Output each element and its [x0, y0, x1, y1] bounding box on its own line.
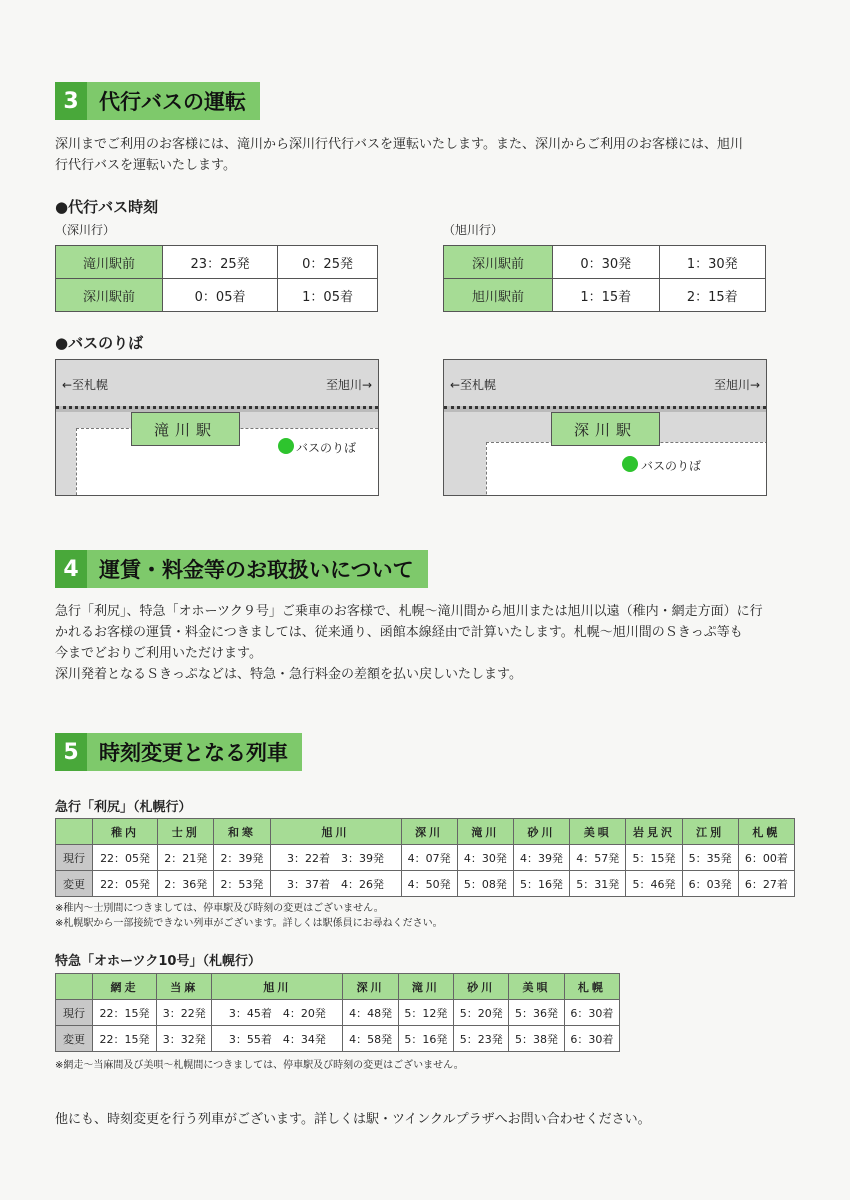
section-4-body — [55, 601, 800, 685]
station-header: 当麻 — [157, 974, 212, 1000]
timetable-corner — [56, 974, 93, 1000]
section-5-title: 時刻変更となる列車 — [99, 741, 288, 765]
time-cell: 5：16発 — [513, 871, 569, 897]
time-cell: 5：23発 — [454, 1026, 509, 1052]
time-cell: 2：21発 — [158, 845, 214, 871]
footer-note: 他にも、時刻変更を行う列車がございます。詳しくは駅・ツインクルプラザへお問い合わせください。 — [55, 1112, 651, 1127]
station-header: 網走 — [93, 974, 157, 1000]
station-takikawa: 滝川駅 — [131, 412, 240, 446]
time-cell: 6：00着 — [738, 845, 794, 871]
direction-sapporo: ←至札幌 — [62, 378, 109, 392]
time-cell: 5：46発 — [626, 871, 682, 897]
section-3-body-line: 行代行バスを運転いたします。 — [55, 158, 236, 173]
map-takikawa — [55, 359, 379, 496]
bus-table-row — [444, 246, 766, 279]
table-row — [56, 1026, 620, 1052]
time-cell: 2：36発 — [158, 871, 214, 897]
map-fukagawa — [443, 359, 767, 496]
time-cell: 5：12発 — [398, 1000, 453, 1026]
time-cell: 2：39発 — [214, 845, 270, 871]
section-4-title: 運賃・料金等のお取扱いについて — [99, 558, 414, 582]
bus-station-cell: 深川駅前 — [444, 246, 553, 279]
section-4-header — [55, 550, 428, 588]
note-line: ※札幌駅から一部接続できない列車がございます。詳しくは駅係員にお尋ねください。 — [55, 918, 443, 929]
bus-time-cell: 23：25発 — [163, 246, 278, 279]
section-4-number: 4 — [55, 550, 87, 588]
bus-time-cell: 0：30発 — [553, 246, 660, 279]
time-cell: 5：38発 — [509, 1026, 564, 1052]
time-cell: 4：48発 — [343, 1000, 398, 1026]
bus-time-cell: 1：30発 — [659, 246, 766, 279]
station-header: 旭川 — [212, 974, 343, 1000]
section-4-body-line: かれるお客様の運賃・料金につきましては、従来通り、函館本線経由で計算いたします。札幌～旭川間のＳきっぷ等も — [55, 625, 743, 640]
time-cell: 5：16発 — [398, 1026, 453, 1052]
bus-stop-marker-icon — [622, 456, 638, 472]
bus-table-row — [56, 279, 378, 312]
time-cell: 4：39発 — [513, 845, 569, 871]
station-header: 札幌 — [564, 974, 619, 1000]
bus-stop-label: バスのりば — [641, 459, 702, 473]
timetable-header-row — [56, 974, 620, 1000]
table1-label: （深川行） — [55, 223, 116, 237]
time-cell: 5：35発 — [682, 845, 738, 871]
station-header: 士別 — [158, 819, 214, 845]
section-5-number: 5 — [55, 733, 87, 771]
train1-name: 急行「利尻」（札幌行） — [55, 800, 192, 815]
time-cell: 6：27着 — [738, 871, 794, 897]
bus-time-cell: 2：15着 — [659, 279, 766, 312]
table-row — [56, 1000, 620, 1026]
station-fukagawa: 深川駅 — [551, 412, 660, 446]
bus-time-cell: 0：05着 — [163, 279, 278, 312]
time-cell: 4：07発 — [401, 845, 457, 871]
section-3-body-line: 深川までご利用のお客様には、滝川から深川行代行バスを運転いたします。また、深川からご利用のお客様には、旭川 — [55, 137, 743, 152]
train2-name: 特急「オホーツク10号」（札幌行） — [55, 954, 261, 969]
station-header: 滝川 — [398, 974, 453, 1000]
bus-table-asahikawa — [443, 245, 766, 312]
time-cell: 4：50発 — [401, 871, 457, 897]
station-header: 深川 — [401, 819, 457, 845]
row-label: 現行 — [56, 845, 93, 871]
section-3-body — [55, 134, 800, 176]
station-header: 江別 — [682, 819, 738, 845]
section-4-body-line: 深川発着となるＳきっぷなどは、特急・急行料金の差額を払い戻しいたします。 — [55, 667, 522, 682]
station-header: 美唄 — [509, 974, 564, 1000]
bus-station-cell: 深川駅前 — [56, 279, 163, 312]
time-cell: 5：15発 — [626, 845, 682, 871]
time-cell: 6：03発 — [682, 871, 738, 897]
bus-table-row — [56, 246, 378, 279]
station-header: 滝川 — [457, 819, 513, 845]
time-cell: 3：32発 — [157, 1026, 212, 1052]
row-label: 変更 — [56, 871, 93, 897]
row-label: 現行 — [56, 1000, 93, 1026]
section-3-header — [55, 82, 260, 120]
timetable-header-row — [56, 819, 795, 845]
time-cell: 6：30着 — [564, 1026, 619, 1052]
note-line: ※稚内～士別間につきましては、停車駅及び時刻の変更はございません。 — [55, 903, 384, 914]
time-cell: 3：55着 4：34発 — [212, 1026, 343, 1052]
time-cell: 22：05発 — [93, 845, 158, 871]
bus-stop-heading: ●バスのりば — [55, 334, 144, 352]
time-cell: 3：22発 — [157, 1000, 212, 1026]
time-cell: 3：45着 4：20発 — [212, 1000, 343, 1026]
station-header: 和寒 — [214, 819, 270, 845]
direction-asahikawa: 至旭川→ — [325, 378, 372, 392]
section-5-header — [55, 733, 302, 771]
time-cell: 4：57発 — [570, 845, 626, 871]
station-header: 砂川 — [454, 974, 509, 1000]
time-cell: 5：08発 — [457, 871, 513, 897]
station-header: 岩見沢 — [626, 819, 682, 845]
bus-station-cell: 滝川駅前 — [56, 246, 163, 279]
station-header: 美唄 — [570, 819, 626, 845]
time-cell: 2：53発 — [214, 871, 270, 897]
timetable-corner — [56, 819, 93, 845]
time-cell: 3：37着 4：26発 — [270, 871, 401, 897]
station-header: 砂川 — [513, 819, 569, 845]
time-cell: 4：58発 — [343, 1026, 398, 1052]
time-cell: 22：15発 — [93, 1000, 157, 1026]
table-row — [56, 845, 795, 871]
train1-notes — [55, 901, 443, 931]
time-cell: 5：36発 — [509, 1000, 564, 1026]
bus-stop-marker-icon — [278, 438, 294, 454]
section-3-number: 3 — [55, 82, 87, 120]
direction-sapporo: ←至札幌 — [450, 378, 497, 392]
section-3-title: 代行バスの運転 — [99, 90, 246, 114]
time-cell: 5：31発 — [570, 871, 626, 897]
bus-table-row — [444, 279, 766, 312]
bus-stop-label: バスのりば — [296, 441, 357, 455]
bus-time-cell: 1：15着 — [553, 279, 660, 312]
time-cell: 5：20発 — [454, 1000, 509, 1026]
station-header: 深川 — [343, 974, 398, 1000]
time-cell: 22：15発 — [93, 1026, 157, 1052]
section-4-body-line: 急行「利尻」、特急「オホーツク９号」ご乗車のお客様で、札幌～滝川間から旭川または旭川以遠（稚内・網走方面）に行 — [55, 604, 763, 619]
bus-time-cell: 0：25発 — [278, 246, 378, 279]
time-cell: 4：30発 — [457, 845, 513, 871]
station-header: 札幌 — [738, 819, 794, 845]
station-header: 旭川 — [270, 819, 401, 845]
direction-asahikawa: 至旭川→ — [713, 378, 760, 392]
time-cell: 3：22着 3：39発 — [270, 845, 401, 871]
bus-times-heading: ●代行バス時刻 — [55, 198, 159, 216]
row-label: 変更 — [56, 1026, 93, 1052]
table2-label: （旭川行） — [443, 223, 504, 237]
time-cell: 22：05発 — [93, 871, 158, 897]
bus-time-cell: 1：05着 — [278, 279, 378, 312]
bus-station-cell: 旭川駅前 — [444, 279, 553, 312]
bus-table-fukagawa — [55, 245, 378, 312]
time-cell: 6：30着 — [564, 1000, 619, 1026]
section-4-body-line: 今までどおりご利用いただけます。 — [55, 646, 262, 661]
train2-note: ※網走～当麻間及び美唄～札幌間につきましては、停車駅及び時刻の変更はございません。 — [55, 1060, 464, 1071]
train2-timetable — [55, 973, 620, 1052]
station-header: 稚内 — [93, 819, 158, 845]
table-row — [56, 871, 795, 897]
train1-timetable — [55, 818, 795, 897]
